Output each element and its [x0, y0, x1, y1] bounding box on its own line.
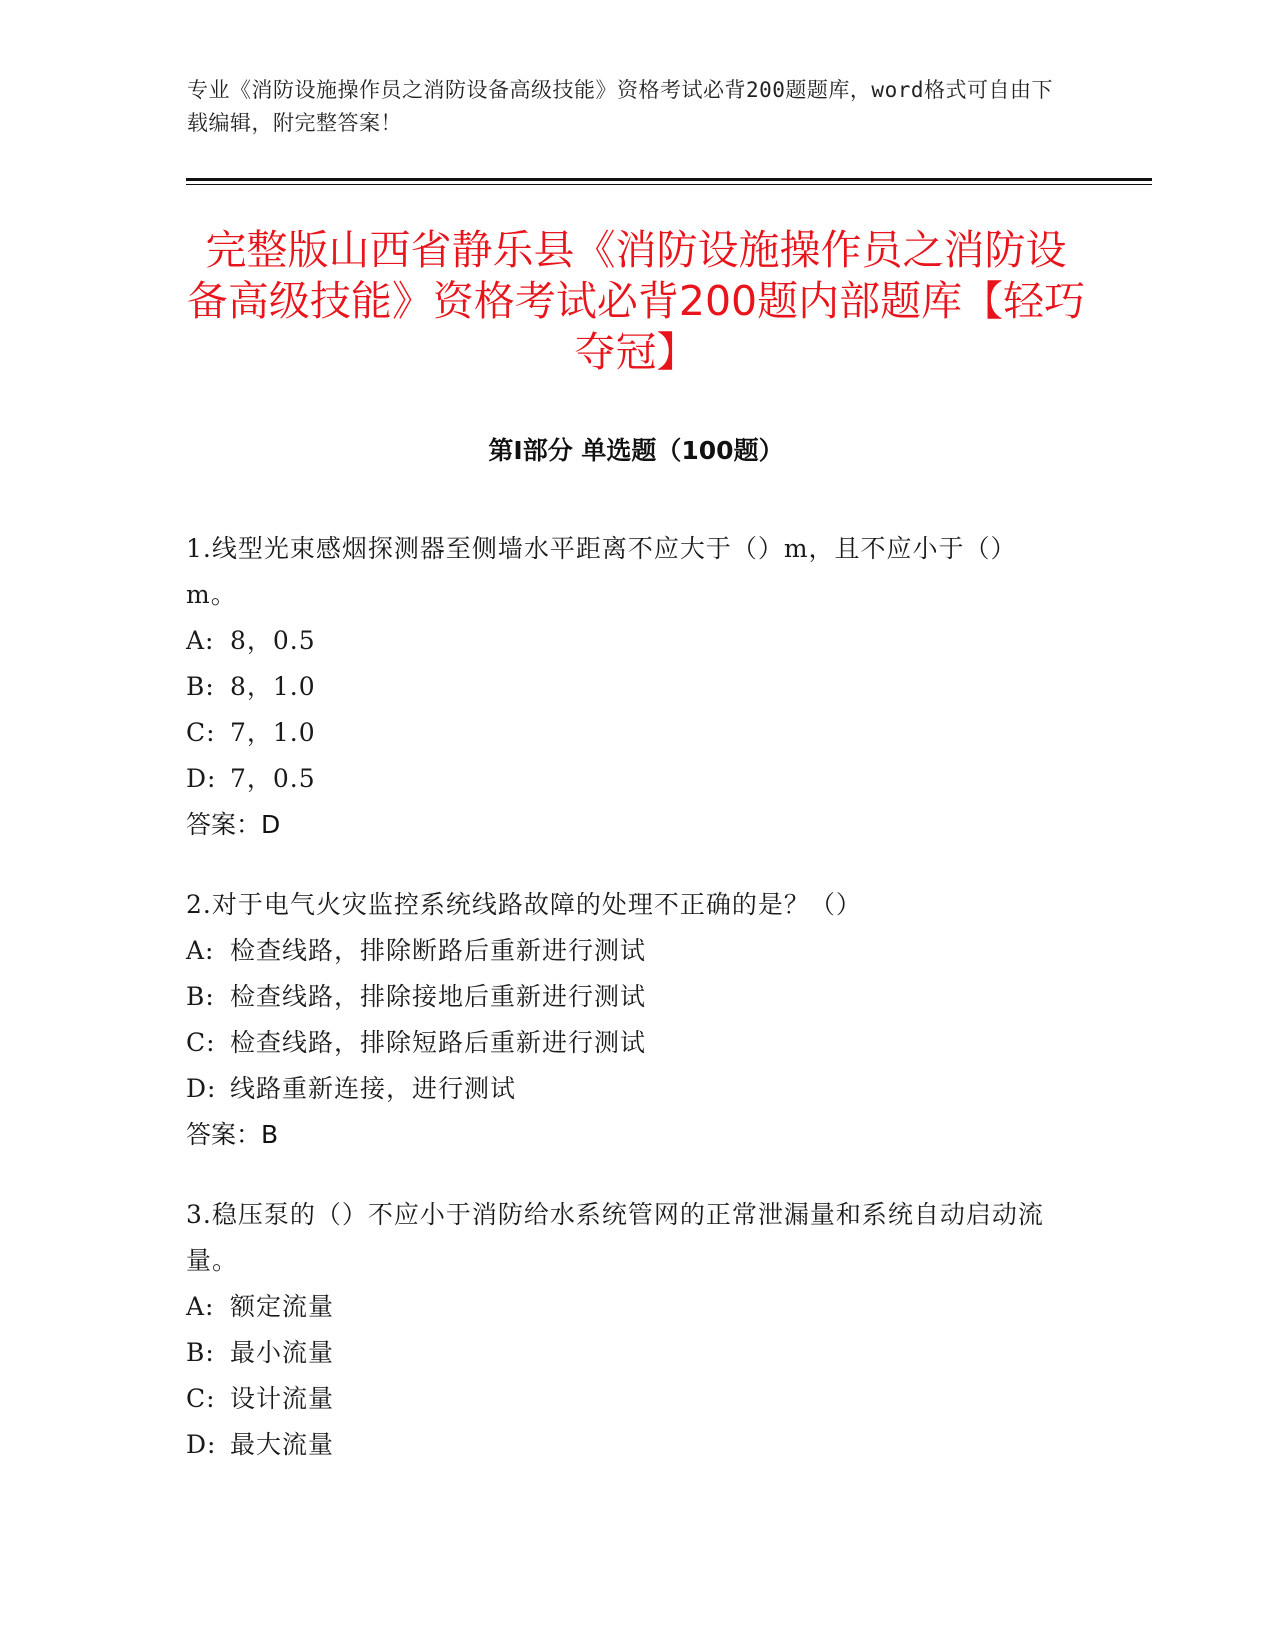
- option-key: D:: [186, 764, 217, 793]
- option-key: B:: [186, 672, 215, 701]
- option-c: [186, 1020, 1066, 1066]
- option-text: 8，1.0: [230, 672, 316, 701]
- header-divider-thin: [186, 184, 1152, 185]
- option-key: B:: [186, 1338, 215, 1367]
- document-title: 完整版山西省静乐县《消防设施操作员之消防设备高级技能》资格考试必背200题内部题库【轻巧夺冠】: [186, 226, 1086, 376]
- option-text: 7，0.5: [230, 764, 316, 793]
- option-a: [186, 618, 1066, 664]
- option-d: [186, 1066, 1066, 1112]
- option-a: [186, 928, 1066, 974]
- section-title: 第Ⅰ部分 单选题（100题）: [488, 436, 784, 465]
- option-c: [186, 710, 1066, 756]
- option-b: [186, 664, 1066, 710]
- option-key: A:: [186, 626, 215, 655]
- option-text: 8，0.5: [230, 626, 316, 655]
- option-text: 线路重新连接，进行测试: [230, 1074, 517, 1103]
- option-key: D:: [186, 1430, 217, 1459]
- option-text: 检查线路，排除短路后重新进行测试: [230, 1028, 647, 1057]
- option-text: 检查线路，排除断路后重新进行测试: [230, 936, 647, 965]
- option-a: [186, 1284, 1066, 1330]
- option-key: D:: [186, 1074, 217, 1103]
- option-d: [186, 1422, 1066, 1468]
- option-key: A:: [186, 936, 215, 965]
- option-text: 7，1.0: [230, 718, 316, 747]
- option-key: C:: [186, 1028, 216, 1057]
- question-text: 3.稳压泵的（）不应小于消防给水系统管网的正常泄漏量和系统自动启动流量。: [186, 1200, 1044, 1275]
- option-key: A:: [186, 1292, 215, 1321]
- answer: 答案：D: [186, 810, 281, 839]
- question-1: [186, 526, 1066, 848]
- option-b: [186, 1330, 1066, 1376]
- option-text: 额定流量: [230, 1292, 335, 1321]
- option-key: C:: [186, 1384, 216, 1413]
- question-text: 2.对于电气火灾监控系统线路故障的处理不正确的是？（）: [186, 890, 862, 919]
- option-b: [186, 974, 1066, 1020]
- header-divider-thick: [186, 178, 1152, 181]
- option-d: [186, 756, 1066, 802]
- question-2: [186, 882, 1066, 1158]
- option-key: C:: [186, 718, 216, 747]
- option-text: 最小流量: [230, 1338, 335, 1367]
- option-c: [186, 1376, 1066, 1422]
- header-note: 专业《消防设施操作员之消防设备高级技能》资格考试必背200题题库，word格式可自由下载编辑，附完整答案！: [187, 78, 1053, 135]
- question-3: [186, 1192, 1066, 1468]
- answer: 答案：B: [186, 1120, 279, 1149]
- option-text: 检查线路，排除接地后重新进行测试: [230, 982, 647, 1011]
- question-list: [186, 526, 1066, 1502]
- option-text: 设计流量: [230, 1384, 335, 1413]
- question-text: 1.线型光束感烟探测器至侧墙水平距离不应大于（）m，且不应小于（）m。: [186, 534, 1017, 609]
- option-text: 最大流量: [230, 1430, 335, 1459]
- option-key: B:: [186, 982, 215, 1011]
